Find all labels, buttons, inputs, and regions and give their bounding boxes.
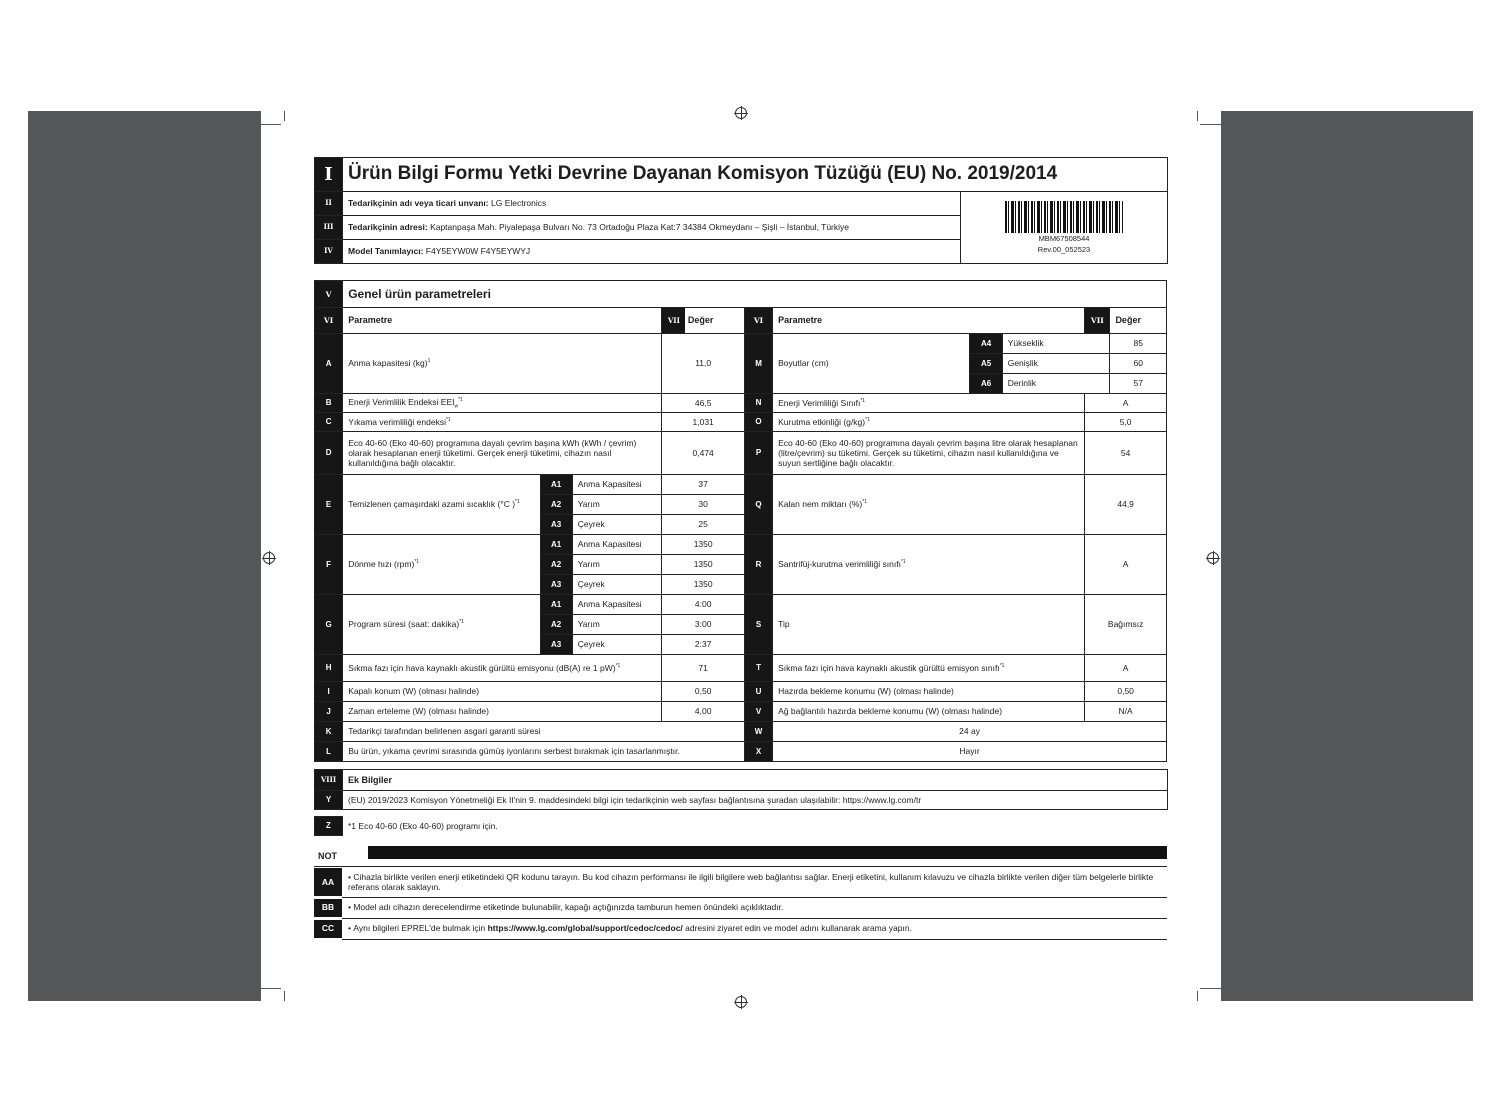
note-cc: • Aynı bilgileri EPREL'de bulmak için https://www.lg.com/global/support/cedoc/cedoc/ adresini ziyaret edin ve model adını kullanarak arama yapın. xyxy=(342,918,1167,939)
param-c-label xyxy=(343,413,662,432)
param-q-text: Kalan nem miktarı (%) xyxy=(778,499,863,510)
param-t-label xyxy=(773,655,1085,682)
param-q-label xyxy=(773,475,1085,535)
param-a-sup: 1 xyxy=(427,358,431,365)
sub-label-e-quarter: Çeyrek xyxy=(572,515,662,535)
column-header-parameter: Parametre xyxy=(343,308,662,334)
row-id-n: N xyxy=(744,394,772,413)
sub-label-g-quarter: Çeyrek xyxy=(572,635,662,655)
sub-label-g-half: Yarım xyxy=(572,615,662,635)
param-f-text: Dönme hızı (rpm) xyxy=(348,559,415,570)
param-f-sup: *1 xyxy=(414,559,420,566)
sub-id-g-a1: A1 xyxy=(540,595,572,615)
note-aa-text: Cihazla birlikte verilen enerji etiketindeki QR kodunu tarayın. Bu kod cihazın performansı ile ilgili bilgilere web bağlantısı sağlar. Enerji etiketini, kullanım kılavuzu ve cihazla birlikte verilen diğer tüm belgelerle birlikte referans olarak saklayın. xyxy=(348,872,1154,893)
param-c-text: Yıkama verimliliği endeksi xyxy=(348,416,446,427)
dimension-height-value: 85 xyxy=(1110,334,1167,354)
barcode-code: MBM67508544 xyxy=(1038,234,1090,244)
sub-id-f-a3: A3 xyxy=(540,575,572,595)
note-cc-text-before: Aynı bilgileri EPREL'de bulmak için xyxy=(353,923,488,934)
param-f-rated-value: 1350 xyxy=(662,535,745,555)
row-id-b: B xyxy=(315,394,343,413)
param-q-value: 44,9 xyxy=(1085,475,1167,535)
param-g-rated-value: 4:00 xyxy=(662,595,745,615)
param-e-text: Temizlenen çamaşırdaki azami sıcaklık (°C ) xyxy=(348,499,516,510)
sub-label-e-rated: Anma Kapasitesi xyxy=(572,475,662,495)
param-o-value: 5,0 xyxy=(1085,413,1167,432)
param-o-sup: *1 xyxy=(865,417,870,424)
param-w-value: 24 ay xyxy=(773,722,1167,742)
param-f-quarter-value: 1350 xyxy=(662,575,745,595)
row-id-w: W xyxy=(744,722,772,742)
param-n-label xyxy=(773,394,1085,413)
param-s-label: Tip xyxy=(773,595,1085,655)
param-q-sup: *1 xyxy=(862,499,867,506)
note-bar xyxy=(368,846,1167,859)
row-id-m: M xyxy=(744,334,772,394)
sub-label-width: Genişlik xyxy=(1002,354,1110,374)
row-id-v: V xyxy=(744,702,772,722)
param-d-label: Eco 40-60 (Eko 40-60) programına dayalı çevrim başına kWh (kWh / çevrim) olarak hesaplanan enerji tüketimi. Gerçek enerji tüketimi, cihazın nasıl kullanıldığına bağlı olacaktır. xyxy=(343,432,662,475)
sub-id-a5: A5 xyxy=(970,354,1002,374)
row-id-a: A xyxy=(315,334,343,394)
note-id-aa: AA xyxy=(314,868,342,897)
crop-mark xyxy=(284,111,285,121)
row-id-p: P xyxy=(744,432,772,475)
crop-mark xyxy=(261,988,281,989)
param-t-text: Sıkma fazı için hava kaynaklı akustik gürültü emisyon sınıfı xyxy=(778,662,1000,673)
param-i-value: 0,50 xyxy=(662,682,745,702)
roman-vii: VII xyxy=(662,308,685,333)
roman-iv: IV xyxy=(315,240,343,264)
crop-mark xyxy=(1200,124,1221,125)
registration-mark-icon xyxy=(263,552,275,564)
param-h-sup: *1 xyxy=(615,663,621,670)
param-h-text: Sıkma fazı için hava kaynaklı akustik gürültü emisyonu (dB(A) re 1 pW) xyxy=(348,662,616,673)
barcode-revision: Rev.00_052523 xyxy=(1037,244,1091,254)
param-j-value: 4,00 xyxy=(662,702,745,722)
notes-table xyxy=(314,868,1167,941)
param-p-value: 54 xyxy=(1085,432,1167,475)
crop-mark xyxy=(261,124,281,125)
extra-info-title: Ek Bilgiler xyxy=(343,770,1168,791)
param-n-text: Enerji Verimliliği Sınıfı xyxy=(778,397,861,408)
sub-id-f-a2: A2 xyxy=(540,555,572,575)
param-s-value: Bağımsız xyxy=(1085,595,1167,655)
param-x-value: Hayır xyxy=(773,742,1167,762)
column-header-parameter-right: Parametre xyxy=(773,308,1085,334)
sub-label-e-half: Yarım xyxy=(572,495,662,515)
supplier-name-label: Tedarikçinin adı veya ticari unvanı: xyxy=(348,198,489,209)
param-m-label: Boyutlar (cm) xyxy=(773,334,970,394)
param-d-value: 0,474 xyxy=(662,432,745,475)
row-id-z: Z xyxy=(315,817,343,836)
param-k-label: Tedarikçi tarafından belirlenen asgari garanti süresi xyxy=(343,722,745,742)
row-id-i: I xyxy=(315,682,343,702)
param-r-value: A xyxy=(1085,535,1167,595)
param-e-label xyxy=(343,475,540,535)
registration-mark-icon xyxy=(735,107,747,119)
parameters-table xyxy=(314,280,1167,762)
crop-mark xyxy=(1200,988,1221,989)
dimension-width-value: 60 xyxy=(1110,354,1167,374)
row-id-f: F xyxy=(315,535,343,595)
crop-mark xyxy=(1197,991,1198,1001)
param-c-sup: *1 xyxy=(445,417,451,424)
roman-vii-right: VII xyxy=(1085,308,1110,334)
roman-vi-right: VI xyxy=(744,308,772,334)
row-id-c: C xyxy=(315,413,343,432)
supplier-name-row xyxy=(343,192,961,216)
row-id-k: K xyxy=(315,722,343,742)
sub-id-g-a3: A3 xyxy=(540,635,572,655)
crop-mark xyxy=(1197,111,1198,121)
roman-v: V xyxy=(315,281,343,308)
header-table xyxy=(314,157,1168,264)
sub-label-f-half: Yarım xyxy=(572,555,662,575)
param-g-sup: *1 xyxy=(459,619,464,626)
sub-label-depth: Derinlik xyxy=(1002,374,1110,394)
param-c-value: 1,031 xyxy=(662,413,745,432)
column-header-value-cell xyxy=(662,308,745,334)
param-e-quarter-value: 25 xyxy=(662,515,745,535)
param-t-value: A xyxy=(1085,655,1167,682)
supplier-address-row xyxy=(343,216,961,240)
param-h-label xyxy=(343,655,662,682)
param-v-value: N/A xyxy=(1085,702,1167,722)
param-g-quarter-value: 2:37 xyxy=(662,635,745,655)
supplier-name-value: LG Electronics xyxy=(491,198,547,209)
param-b-value: 46,5 xyxy=(662,394,745,413)
note-aa: • Cihazla birlikte verilen enerji etiketindeki QR kodunu tarayın. Bu kod cihazın performansı ile ilgili bilgilere web bağlantısı sağlar. Enerji etiketini, kullanım kılavuzu ve cihazla birlikte verilen diğer tüm belgelerle birlikte referans olarak saklayın. xyxy=(342,868,1167,897)
model-value: F4Y5EYW0W F4Y5EYWYJ xyxy=(425,246,531,257)
model-label: Model Tanımlayıcı: xyxy=(348,246,424,257)
barcode-cell xyxy=(961,192,1168,264)
extra-info-table xyxy=(314,769,1168,810)
sub-label-f-rated: Anma Kapasitesi xyxy=(572,535,662,555)
param-b-text: Enerji Verimlilik Endeksi EEI xyxy=(348,396,455,407)
sub-id-e-a3: A3 xyxy=(540,515,572,535)
param-f-label xyxy=(343,535,540,595)
supplier-address-label: Tedarikçinin adresi: xyxy=(348,222,428,233)
param-j-label: Zaman erteleme (W) (olması halinde) xyxy=(343,702,662,722)
note-id-bb: BB xyxy=(314,897,342,918)
sub-id-a4: A4 xyxy=(970,334,1002,354)
param-v-label: Ağ bağlantılı hazırda bekleme konumu (W) (olması halinde) xyxy=(773,702,1085,722)
row-id-r: R xyxy=(744,535,772,595)
note-bb: • Model adı cihazın derecelendirme etiketinde bulunabilir, kapağı açtığınızda tamburun hemen önündeki açıklıktadır. xyxy=(342,897,1167,918)
row-id-x: X xyxy=(744,742,772,762)
row-id-h: H xyxy=(315,655,343,682)
param-g-label xyxy=(343,595,540,655)
note-id-cc: CC xyxy=(314,918,342,939)
sub-id-e-a1: A1 xyxy=(540,475,572,495)
param-e-half-value: 30 xyxy=(662,495,745,515)
sub-id-a6: A6 xyxy=(970,374,1002,394)
param-a-label xyxy=(343,334,662,394)
param-i-label: Kapalı konum (W) (olması halinde) xyxy=(343,682,662,702)
sub-id-g-a2: A2 xyxy=(540,615,572,635)
row-id-l: L xyxy=(315,742,343,762)
param-b-sub: w xyxy=(454,403,459,410)
roman-i: I xyxy=(315,158,343,192)
param-u-label: Hazırda bekleme konumu (W) (olması halinde) xyxy=(773,682,1085,702)
column-header-value-right: Değer xyxy=(1110,308,1167,334)
param-b-sup: *1 xyxy=(458,396,463,403)
barcode-icon xyxy=(1005,201,1123,233)
sub-label-f-quarter: Çeyrek xyxy=(572,575,662,595)
param-u-value: 0,50 xyxy=(1085,682,1167,702)
param-n-value: A xyxy=(1085,394,1167,413)
registration-mark-icon xyxy=(735,996,747,1008)
sub-label-g-rated: Anma Kapasitesi xyxy=(572,595,662,615)
section-title: Genel ürün parametreleri xyxy=(343,281,1167,308)
row-id-y: Y xyxy=(315,791,343,810)
left-gutter xyxy=(28,111,261,1001)
row-id-g: G xyxy=(315,595,343,655)
note-cc-text-after: adresini ziyaret edin ve model adını kullanarak arama yapın. xyxy=(682,923,912,934)
param-r-sup: *1 xyxy=(900,559,906,566)
crop-mark xyxy=(284,991,285,1001)
eprel-link[interactable]: https://www.lg.com/global/support/cedoc/cedoc/ xyxy=(487,923,683,934)
param-n-sup: *1 xyxy=(860,398,866,405)
param-r-text: Santrifüj-kurutma verimliliği sınıfı xyxy=(778,559,901,570)
column-header-value: Değer xyxy=(687,315,714,325)
note-label: NOT xyxy=(318,851,337,861)
page-title: Ürün Bilgi Formu Yetki Devrine Dayanan Komisyon Tüzüğü (EU) No. 2019/2014 xyxy=(343,158,1168,192)
row-id-s: S xyxy=(744,595,772,655)
param-e-sup: *1 xyxy=(515,499,520,506)
footnote-row xyxy=(314,816,1168,836)
roman-ii: II xyxy=(315,192,343,216)
param-b-label xyxy=(343,394,662,413)
row-id-d: D xyxy=(315,432,343,475)
note-bb-text: Model adı cihazın derecelendirme etiketinde bulunabilir, kapağı açtığınızda tamburun hemen önündeki açıklıktadır. xyxy=(353,902,784,913)
supplier-address-value: Kaptanpaşa Mah. Piyalepaşa Bulvarı No. 73 Ortadoğu Plaza Kat:7 34384 Okmeydanı – Şişli – İstanbul, Türkiye xyxy=(430,222,850,233)
param-f-half-value: 1350 xyxy=(662,555,745,575)
param-e-rated-value: 37 xyxy=(662,475,745,495)
row-id-t: T xyxy=(744,655,772,682)
roman-viii: VIII xyxy=(315,770,343,791)
param-o-label xyxy=(773,413,1085,432)
right-gutter xyxy=(1221,111,1473,1001)
extra-info-text: (EU) 2019/2023 Komisyon Yönetmeliği Ek II'nin 9. maddesindeki bilgi için tedarikçinin web sayfası bağlantısına şuradan ulaşılabilir: https://www.lg.com/tr xyxy=(343,791,1168,810)
sub-id-f-a1: A1 xyxy=(540,535,572,555)
row-id-o: O xyxy=(744,413,772,432)
param-h-value: 71 xyxy=(662,655,745,682)
param-o-text: Kurutma etkinliği (g/kg) xyxy=(778,416,866,427)
param-t-sup: *1 xyxy=(999,663,1005,670)
param-l-label: Bu ürün, yıkama çevrimi sırasında gümüş iyonlarını serbest bırakmak için tasarlanmıştır. xyxy=(343,742,745,762)
param-r-label xyxy=(773,535,1085,595)
param-a-text: Anma kapasitesi (kg) xyxy=(348,358,428,369)
row-id-e: E xyxy=(315,475,343,535)
registration-mark-icon xyxy=(1207,552,1219,564)
model-row xyxy=(343,240,961,264)
param-g-text: Program süresi (saat: dakika) xyxy=(348,619,460,630)
roman-vi: VI xyxy=(315,308,343,334)
sub-id-e-a2: A2 xyxy=(540,495,572,515)
row-id-q: Q xyxy=(744,475,772,535)
row-id-u: U xyxy=(744,682,772,702)
row-id-j: J xyxy=(315,702,343,722)
note-divider xyxy=(314,866,1167,867)
param-g-half-value: 3:00 xyxy=(662,615,745,635)
param-p-label: Eco 40-60 (Eko 40-60) programına dayalı çevrim başına litre olarak hesaplanan (litre/çevrim) su tüketimi. Gerçek su tüketimi, cihazın nasıl kullanıldığına ve suyun sertliğine bağlı olacaktır. xyxy=(773,432,1085,475)
dimension-depth-value: 57 xyxy=(1110,374,1167,394)
param-a-value: 11,0 xyxy=(662,334,745,394)
roman-iii: III xyxy=(315,216,343,240)
footnote-text: *1 Eco 40-60 (Eko 40-60) programı için. xyxy=(348,820,498,831)
sub-label-height: Yükseklik xyxy=(1002,334,1110,354)
